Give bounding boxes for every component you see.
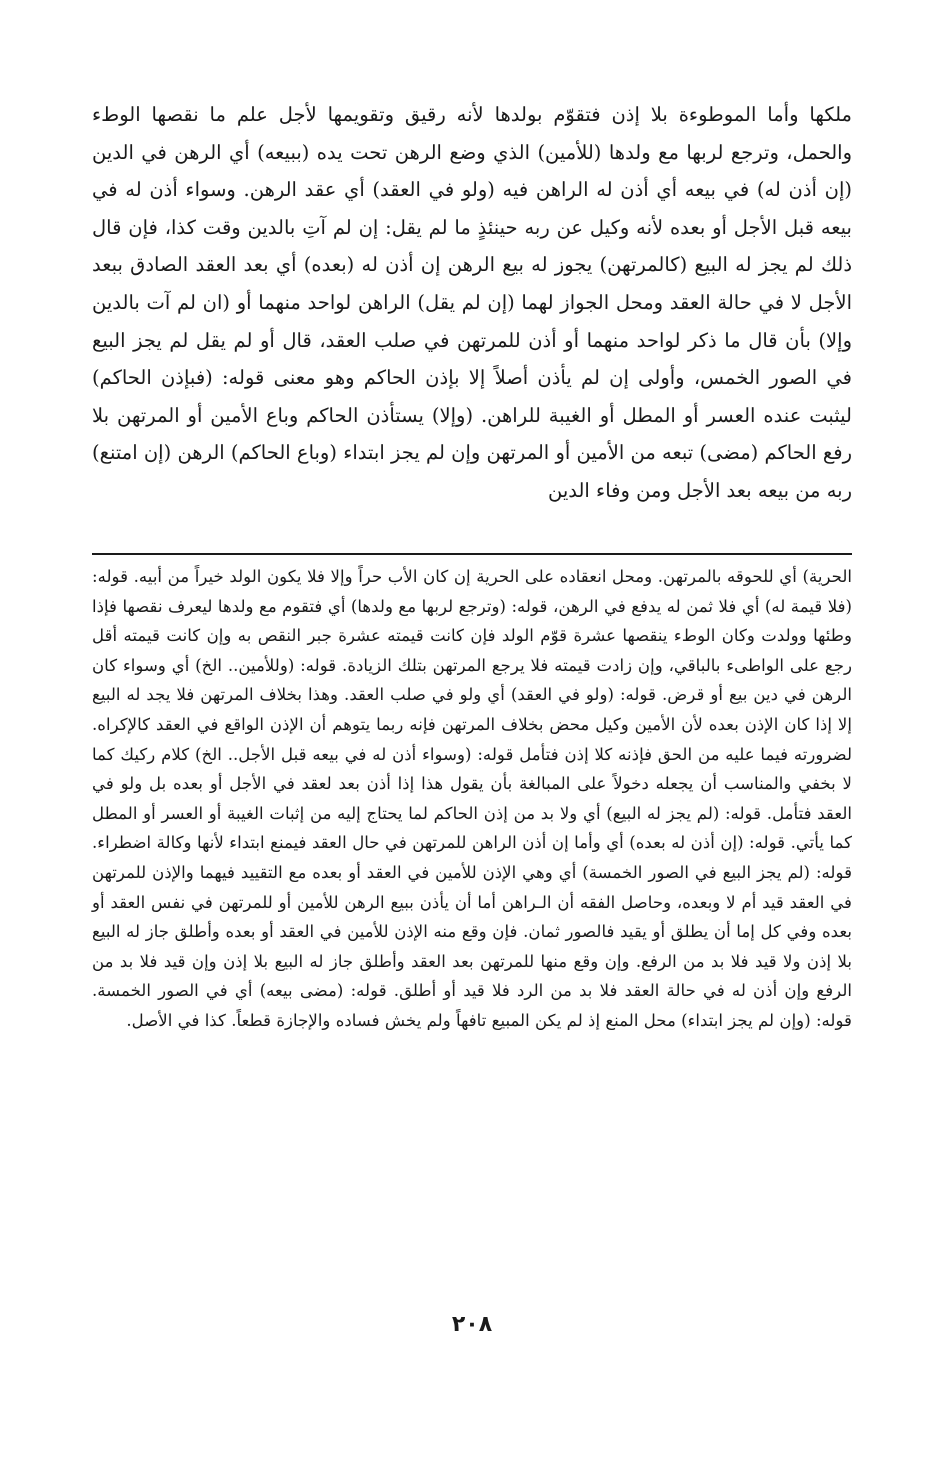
footnote-paragraph: الحرية) أي للحوقه بالمرتهن. ومحل انعقاده على الحرية إن كان الأب حراً وإلا فلا يكون الولد خيراً من أبيه. قوله: (فلا قيمة له) أي فلا ثمن له يدفع في الرهن، قوله: (وترجع لربها مع ولدها) أي فتقوم مع ولدها ليعرف نقصها فإذا وطئها وولدت وكان الوطء ينقصها عشرة قوّم الولد فإن كانت قيمته عشرة جبر النقص به وإن كانت قيمته أقل رجع على الواطىء بالباقي، وإن زادت قيمته فلا يرجع المرتهن بتلك الزيادة. قوله: (وللأمين.. الخ) أي وسواء كان الرهن في دين بيع أو قرض. قوله: (ولو في العقد) أي ولو في صلب العقد. وهذا بخلاف المرتهن فلا يجد له البيع إلا إذا كان الإذن بعده لأن الأمين وكيل محض بخلاف المرتهن فإنه ربما يتوهم أن الإذن الواقع في العقد كالإكراه. لضرورته فيما عليه من الحق فإذنه كلا إذن فتأمل قوله: (وسواء أذن له في بيعه قبل الأجل.. الخ) كلام ركيك كما لا بخفي والمناسب أن يجعله دخولاً على المبالغة بأن يقول هذا إذا أذن بعد لعقد في الأجل أو بعده بل ولو في العقد فتأمل. قوله: (لم يجز له البيع) أي ولا بد من إذن الحاكم لما يحتاج إليه من إثبات الغيبة أو العسر أو المطل كما يأتي. قوله: (إن أذن له بعده) أي وأما إن أذن الراهن للمرتهن في حال العقد فيمنع ابتداء لأنها وكالة اضطراء. قوله: (لم يجز البيع في الصور الخمسة) أي وهي الإذن للأمين في العقد أو بعده مع التقييد فيهما والإذن للمرتهن في العقد قيد أم لا وبعده، وحاصل الفقه أن الـراهن أما أن يأذن ببيع الرهن للأمين أو للمرتهن في نفس العقد أو بعده وفي كل إما أن يطلق أو يقيد فالصور ثمان. فإن وقع منه الإذن للأمين في العقد أو بعده وأطلق جاز له البيع بلا إذن ولا قيد فلا بد من الرفع. وإن وقع منها للمرتهن بعد العقد وأطلق جاز له البيع بلا إذن وإن قيد فلا بد من الرفع وإن أذن له في حالة العقد فلا بد من الرد فلا قيد أو أطلق. قوله: (مضى بيعه) أي في الصور الخمسة. قوله: (وإن لم يجز ابتداء) محل المنع إذ لم يكن المبيع تافهاً ولم يخش فساده والإجازة قطعاً. كذا في الأصل. [92,567,852,1030]
page-number: ٢٠٨ [451,1312,493,1337]
footnote-divider [92,553,852,555]
main-paragraph: ملكها وأما الموطوءة بلا إذن فتقوّم بولدها لأنه رقيق وتقويمها لأجل علم ما نقصها الوطء والحمل، وترجع لربها مع ولدها (للأمين) الذي وضع الرهن تحت يده (ببيعه) أي الرهن في الدين (إن أذن له) في بيعه أي أذن له الراهن فيه (ولو في العقد) أي عقد الرهن. وسواء أذن له في بيعه قبل الأجل أو بعده لأنه وكيل عن ربه حينئذٍ ما لم يقل: إن لم آتِ بالدين وقت كذا، فإن قال ذلك لم يجز له البيع (كالمرتهن) يجوز له بيع الرهن إن أذن له (بعده) أي بعد العقد الصادق ببعد الأجل لا في حالة العقد ومحل الجواز لهما (إن لم يقل) الراهن لواحد منهما أو (ان لم آت بالدين وإلا) بأن قال ما ذكر لواحد منهما أو أذن للمرتهن في صلب العقد، قال أو لم يقل لم يجز البيع في الصور الخمس، وأولى إن لم يأذن أصلاً إلا بإذن الحاكم وهو معنى قوله: (فبإذن الحاكم) ليثبت عنده العسر أو المطل أو الغيبة للراهن. (وإلا) يستأذن الحاكم وباع الأمين أو المرتهن بلا رفع الحاكم (مضى) تبعه من الأمين أو المرتهن وإن لم يجز ابتداء (وباع الحاكم) الرهن (إن امتنع) ربه من بيعه بعد الأجل ومن وفاء الدين [92,103,852,502]
main-text-block [92,96,852,510]
footnote-block [92,562,852,1036]
